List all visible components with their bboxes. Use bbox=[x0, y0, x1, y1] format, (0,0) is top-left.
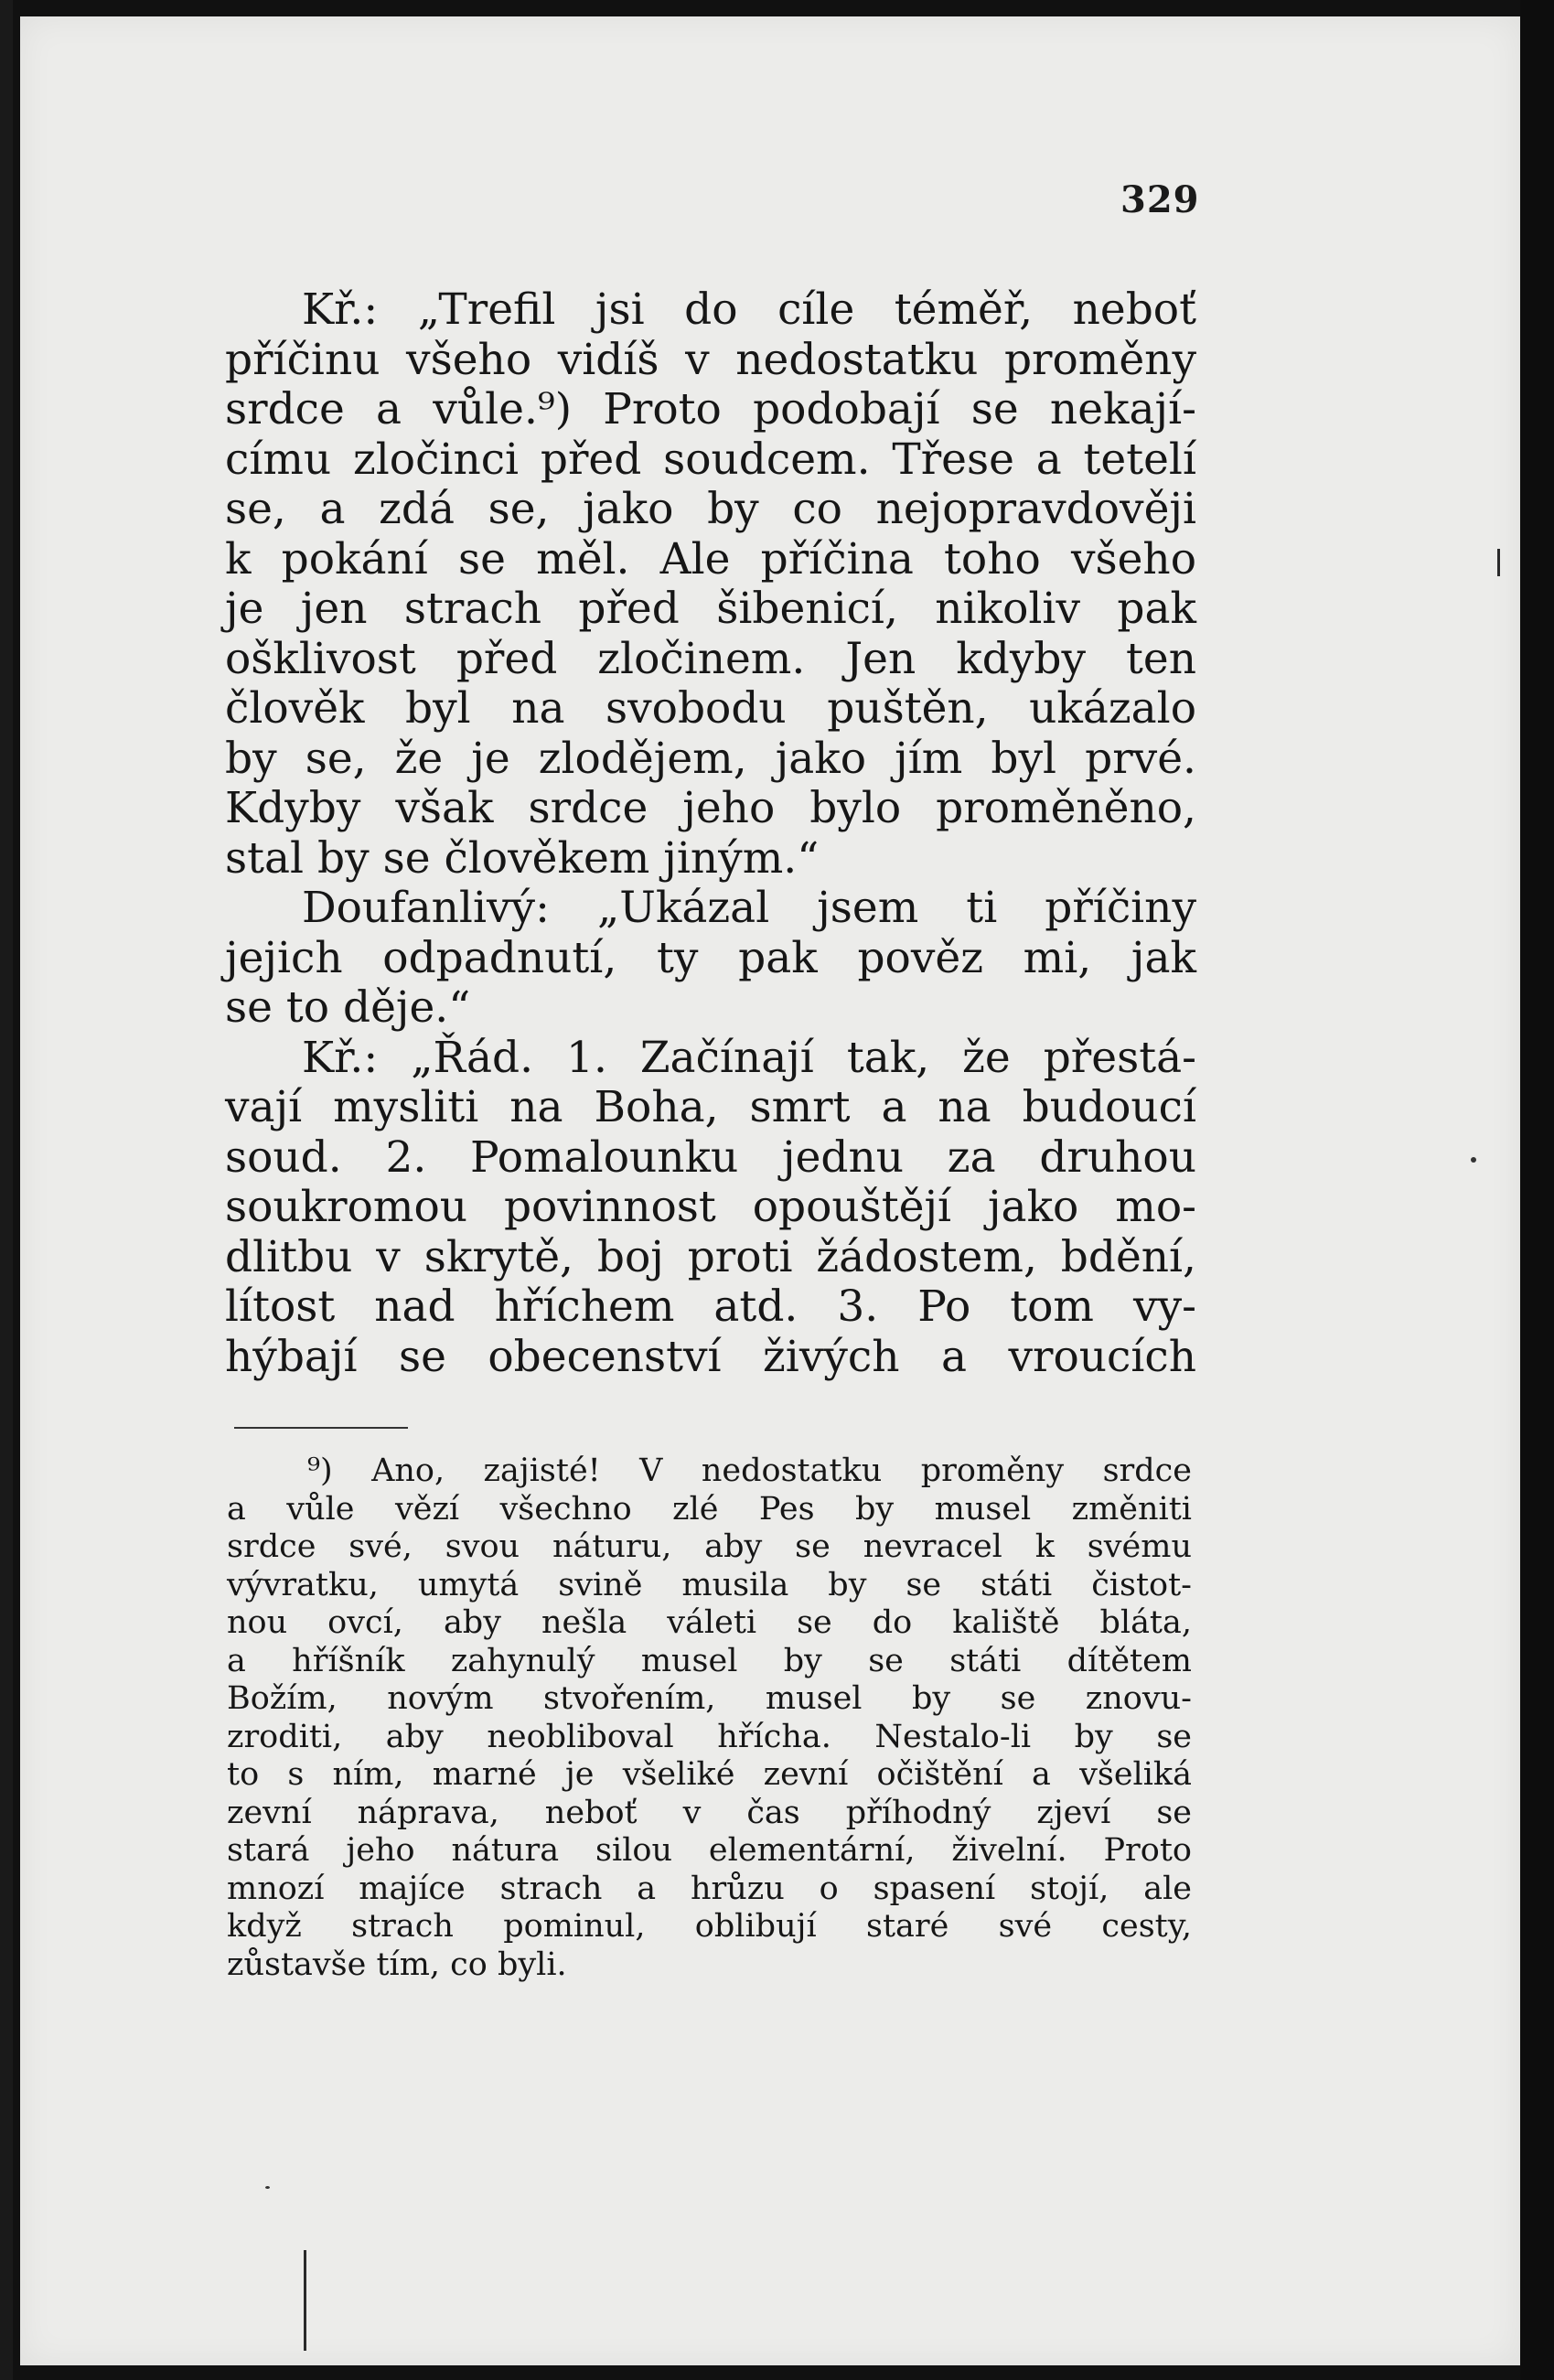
scan-right-edge bbox=[1520, 0, 1554, 2380]
body-line: Doufanlivý: „Ukázal jsem ti příčiny bbox=[302, 883, 1196, 933]
footnote-line: srdce své, svou náturu, aby se nevracel k svému bbox=[227, 1528, 1192, 1565]
body-line: Kdyby však srdce jeho bylo proměněno, bbox=[225, 783, 1196, 833]
body-text bbox=[225, 285, 1196, 1382]
body-line: jejich odpadnutí, ty pak pověz mi, jak bbox=[225, 932, 1196, 983]
body-line: se, a zdá se, jako by co nejopravdověji bbox=[225, 484, 1196, 534]
footnote-line: stará jeho nátura silou elementární, živelní. Proto bbox=[227, 1832, 1192, 1869]
body-line: lítost nad hříchem atd. 3. Po tom vy- bbox=[225, 1281, 1196, 1332]
footnote-line: když strach pominul, oblibují staré své cesty, bbox=[227, 1908, 1192, 1945]
body-line: stal by se člověkem jiným.“ bbox=[225, 832, 820, 884]
footnote-line: vývratku, umytá svině musila by se státi čistot- bbox=[227, 1566, 1192, 1603]
footnote-text bbox=[227, 1453, 1192, 1984]
scan-speck bbox=[265, 2186, 270, 2189]
footnote-line: zroditi, aby neobliboval hřícha. Nestalo-li by se bbox=[227, 1718, 1192, 1755]
footnote-line: zůstavše tím, co byli. bbox=[227, 1946, 567, 1983]
body-line: ošklivost před zločinem. Jen kdyby ten bbox=[225, 633, 1196, 684]
body-line: se to děje.“ bbox=[225, 982, 471, 1033]
body-line: hýbají se obecenství živých a vroucích bbox=[225, 1331, 1196, 1382]
page-number: 329 bbox=[1120, 178, 1200, 221]
footnote-line: a vůle vězí všechno zlé Pes by musel změniti bbox=[227, 1490, 1192, 1528]
footnote-line: mnozí majíce strach a hrůzu o spasení stojí, ale bbox=[227, 1870, 1192, 1907]
body-line: by se, že je zlodějem, jako jím byl prvé. bbox=[225, 733, 1196, 784]
body-line: Kř.: „Řád. 1. Začínají tak, že přestá- bbox=[302, 1032, 1196, 1083]
footnote-line: to s ním, marné je všeliké zevní očištění a všeliká bbox=[227, 1756, 1192, 1793]
binding-mark bbox=[1497, 549, 1500, 576]
footnote-line: a hříšník zahynulý musel by se státi dítětem bbox=[227, 1642, 1192, 1679]
body-line: k pokání se měl. Ale příčina toho všeho bbox=[225, 533, 1196, 584]
footnote-line: Božím, novým stvořením, musel by se znovu- bbox=[227, 1680, 1192, 1717]
body-line: soud. 2. Pomalounku jednu za druhou bbox=[225, 1131, 1196, 1183]
body-line: vají mysliti na Boha, smrt a na budoucí bbox=[225, 1082, 1196, 1132]
scan-left-edge bbox=[0, 0, 13, 2380]
scan-speck bbox=[1471, 1157, 1476, 1163]
body-line: příčinu všeho vidíš v nedostatku proměny bbox=[225, 334, 1196, 385]
binding-mark bbox=[304, 2250, 306, 2351]
footnote-divider bbox=[234, 1427, 408, 1429]
body-line: dlitbu v skrytě, boj proti žádostem, bdění, bbox=[225, 1231, 1196, 1282]
body-line: soukromou povinnost opouštějí jako mo- bbox=[225, 1182, 1196, 1232]
body-line: Kř.: „Trefil jsi do cíle téměř, neboť bbox=[302, 284, 1196, 335]
footnote-line: nou ovcí, aby nešla váleti se do kaliště bláta, bbox=[227, 1604, 1192, 1641]
footnote-line: zevní náprava, neboť v čas příhodný zjeví se bbox=[227, 1794, 1192, 1831]
body-line: je jen strach před šibenicí, nikoliv pak bbox=[225, 584, 1196, 634]
footnote-line: ⁹) Ano, zajisté! V nedostatku proměny srdce bbox=[307, 1453, 1192, 1489]
body-line: srdce a vůle.⁹) Proto podobají se nekají- bbox=[225, 384, 1196, 434]
body-line: člověk byl na svobodu puštěn, ukázalo bbox=[225, 683, 1196, 734]
body-line: címu zločinci před soudcem. Třese a tetelí bbox=[225, 434, 1196, 485]
